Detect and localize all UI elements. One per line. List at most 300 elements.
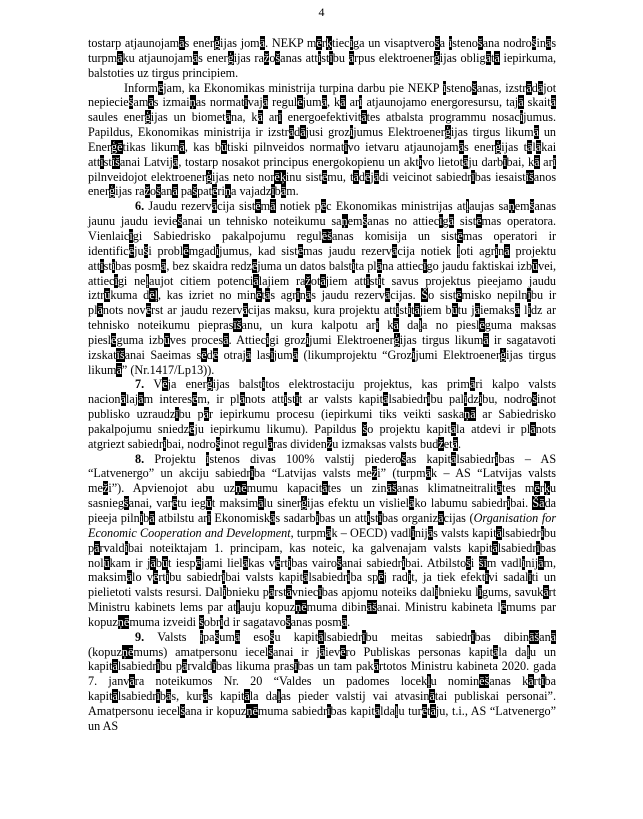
- diacritic-glyph-box: š: [180, 703, 186, 718]
- diacritic-glyph-box: ī: [347, 570, 351, 585]
- diacritic-glyph-box: ī: [175, 407, 179, 422]
- diacritic-glyph-box: ā: [496, 481, 503, 496]
- text-segment: 6.: [135, 199, 145, 214]
- diacritic-glyph-box: ī: [349, 36, 353, 50]
- diacritic-glyph-box: ī: [318, 585, 322, 600]
- diacritic-glyph-box: ī: [199, 629, 203, 644]
- diacritic-glyph-box: ī: [215, 243, 220, 258]
- diacritic-glyph-box: ā: [262, 95, 269, 110]
- diacritic-glyph-box: ā: [300, 125, 306, 140]
- diacritic-glyph-box: ī: [519, 110, 524, 125]
- diacritic-glyph-box: ā: [288, 125, 295, 140]
- diacritic-glyph-box: ī: [377, 273, 382, 288]
- diacritic-glyph-box: ē: [252, 703, 258, 718]
- diacritic-glyph-box: ī: [129, 228, 133, 243]
- diacritic-glyph-box: ā: [538, 555, 544, 570]
- diacritic-glyph-box: š: [362, 421, 368, 436]
- diacritic-glyph-box: ā: [550, 95, 557, 110]
- diacritic-glyph-box: š: [199, 614, 204, 629]
- diacritic-glyph-box: ā: [545, 36, 552, 50]
- diacritic-glyph-box: š: [401, 451, 407, 466]
- diacritic-glyph-box: ē: [301, 600, 307, 615]
- diacritic-glyph-box: ī: [349, 125, 354, 140]
- diacritic-glyph-box: ā: [192, 50, 199, 65]
- diacritic-glyph-box: š: [529, 169, 534, 184]
- diacritic-glyph-box: ē: [297, 243, 303, 258]
- diacritic-glyph-box: ū: [163, 332, 170, 347]
- diacritic-glyph-box: ē: [316, 36, 322, 50]
- text-segment: Valsts īpašumā esošu kapitālsabiedrību meitas sabiedrības dibināšanā (kopuzņēmums) amatpersonu iecelšanai ir jāievēro Publiskas personas kapitāla daļu un kapitālsabiedrību pārvaldības likuma prasības un tam pakārtotos Ministru kabineta 2020. gada 7. janvāra noteikumos Nr. 20 “Valdes un padomes locekļu nominēšanas kārtība kapitālsabiedrībās, kurās kapitāla daļas pieder valstij vai atvasinātai publiskai personai”. Amatpersonu iecelšana ir kopuzņēmuma sabiedrības kapitāldaļu turētāju, t.i., AS “Latvenergo” un AS: [88, 629, 557, 733]
- diacritic-glyph-box: ņ: [295, 600, 302, 615]
- diacritic-glyph-box: ā: [318, 629, 324, 644]
- diacritic-glyph-box: ā: [470, 407, 476, 422]
- diacritic-glyph-box: ē: [128, 243, 135, 258]
- diacritic-glyph-box: ļ: [526, 644, 530, 659]
- diacritic-glyph-box: ī: [407, 303, 411, 318]
- diacritic-glyph-box: ā: [303, 570, 309, 585]
- diacritic-glyph-box: ā: [270, 199, 276, 214]
- diacritic-glyph-box: ģ: [111, 139, 118, 154]
- paragraph: [88, 81, 556, 200]
- diacritic-glyph-box: ī: [139, 511, 144, 525]
- page-number: 4: [318, 5, 325, 19]
- diacritic-glyph-box: ē: [191, 392, 198, 407]
- diacritic-glyph-box: ģ: [144, 110, 151, 125]
- diacritic-glyph-box: ē: [378, 570, 384, 585]
- diacritic-glyph-box: ā: [234, 629, 241, 644]
- diacritic-glyph-box: ā: [469, 377, 476, 392]
- diacritic-glyph-box: ģ: [205, 169, 212, 184]
- diacritic-glyph-box: ā: [179, 36, 185, 50]
- diacritic-glyph-box: ī: [478, 392, 483, 407]
- diacritic-glyph-box: š: [269, 629, 275, 644]
- diacritic-glyph-box: ē: [321, 169, 328, 184]
- diacritic-glyph-box: ā: [353, 169, 359, 184]
- diacritic-glyph-box: Š: [421, 288, 429, 303]
- diacritic-glyph-box: ā: [425, 466, 431, 481]
- diacritic-glyph-box: ī: [483, 555, 487, 570]
- diacritic-glyph-box: ū: [532, 258, 539, 273]
- diacritic-glyph-box: š: [392, 481, 397, 496]
- diacritic-glyph-box: š: [119, 347, 125, 362]
- diacritic-glyph-box: ē: [321, 228, 328, 243]
- diacritic-glyph-box: š: [478, 555, 484, 570]
- diacritic-glyph-box: ā: [366, 600, 373, 615]
- diacritic-glyph-box: ā: [257, 110, 263, 125]
- diacritic-glyph-box: ā: [492, 540, 498, 555]
- diacritic-glyph-box: ī: [220, 614, 224, 629]
- diacritic-glyph-box: ā: [373, 659, 379, 674]
- diacritic-glyph-box: ī: [207, 511, 211, 525]
- diacritic-glyph-box: ā: [149, 511, 155, 525]
- diacritic-glyph-box: š: [477, 36, 483, 50]
- diacritic-glyph-box: ī: [427, 392, 431, 407]
- diacritic-glyph-box: ā: [427, 525, 434, 540]
- diacritic-glyph-box: ņ: [508, 199, 515, 214]
- diacritic-glyph-box: ž: [102, 481, 109, 496]
- diacritic-glyph-box: ī: [540, 525, 544, 540]
- diacritic-glyph-box: š: [372, 600, 377, 615]
- diacritic-glyph-box: ā: [537, 80, 544, 95]
- diacritic-glyph-box: š: [532, 392, 538, 407]
- diacritic-glyph-box: š: [362, 214, 368, 229]
- diacritic-glyph-box: ī: [506, 496, 511, 511]
- diacritic-glyph-box: ļ: [465, 199, 470, 214]
- diacritic-glyph-box: ē: [320, 199, 327, 214]
- diacritic-glyph-box: ā: [182, 659, 188, 674]
- diacritic-glyph-box: ģ: [213, 36, 221, 50]
- diacritic-glyph-box: ā: [386, 481, 393, 496]
- diacritic-glyph-box: ļ: [145, 273, 149, 288]
- diacritic-glyph-box: ā: [280, 184, 287, 199]
- diacritic-glyph-box: ē: [340, 644, 346, 659]
- diacritic-glyph-box: ī: [114, 273, 118, 288]
- diacritic-glyph-box: ū: [205, 496, 212, 511]
- diacritic-glyph-box: ņ: [224, 184, 231, 199]
- diacritic-glyph-box: ļ: [236, 600, 240, 615]
- diacritic-glyph-box: š: [115, 154, 120, 169]
- diacritic-glyph-box: ī: [317, 50, 322, 65]
- paragraph: [88, 36, 556, 81]
- diacritic-glyph-box: ā: [244, 689, 250, 704]
- diacritic-glyph-box: ā: [160, 258, 167, 273]
- text-segment: 9.: [135, 629, 145, 644]
- diacritic-glyph-box: š: [466, 555, 471, 570]
- diacritic-glyph-box: š: [123, 496, 129, 511]
- diacritic-glyph-box: ī: [485, 570, 489, 585]
- diacritic-glyph-box: ē: [183, 243, 189, 258]
- diacritic-glyph-box: ģ: [500, 347, 507, 362]
- diacritic-glyph-box: ī: [283, 392, 288, 407]
- diacritic-glyph-box: ā: [322, 481, 328, 496]
- diacritic-glyph-box: ģ: [444, 125, 451, 140]
- diacritic-glyph-box: ē: [364, 169, 371, 184]
- diacritic-glyph-box: ā: [429, 689, 435, 704]
- diacritic-glyph-box: ī: [212, 659, 216, 674]
- diacritic-glyph-box: ā: [202, 689, 209, 704]
- diacritic-glyph-box: ē: [534, 481, 540, 496]
- diacritic-glyph-box: ī: [278, 110, 282, 125]
- diacritic-glyph-box: ā: [112, 659, 118, 674]
- diacritic-glyph-box: ā: [286, 585, 292, 600]
- diacritic-glyph-box: ž: [438, 436, 444, 451]
- diacritic-glyph-box: ķ: [325, 36, 332, 50]
- diacritic-glyph-box: ī: [327, 703, 331, 718]
- diacritic-glyph-box: ā: [448, 214, 455, 229]
- diacritic-glyph-box: ā: [172, 154, 179, 169]
- diacritic-glyph-box: ģ: [393, 332, 400, 347]
- diacritic-glyph-box: ī: [536, 540, 540, 555]
- diacritic-glyph-box: ī: [294, 659, 298, 674]
- diacritic-glyph-box: ī: [471, 629, 475, 644]
- diacritic-glyph-box: ē: [256, 288, 262, 303]
- diacritic-glyph-box: š: [285, 614, 291, 629]
- diacritic-glyph-box: ā: [211, 199, 218, 214]
- diacritic-glyph-box: ā: [269, 511, 276, 525]
- diacritic-glyph-box: ī: [528, 570, 532, 585]
- diacritic-glyph-box: ā: [450, 451, 457, 466]
- diacritic-glyph-box: š: [484, 674, 490, 689]
- diacritic-glyph-box: ē: [201, 347, 207, 362]
- diacritic-glyph-box: ā: [138, 392, 144, 407]
- diacritic-glyph-box: ē: [500, 600, 507, 615]
- diacritic-glyph-box: ā: [259, 36, 266, 50]
- diacritic-glyph-box: ā: [496, 525, 502, 540]
- diacritic-glyph-box: ā: [150, 555, 156, 570]
- text-segment: Informējam, ka Ekonomikas ministrija turpina darbu pie NEKP īstenošanas, izstrādājot nepieciešamās izmaiņas normatīvajā regulējumā, kā arī atjaunojamo energoresursu, tajā skaitā saules enerģijas un biometāna, kā arī energoefektivitātes atbalsta programmu nosacījumus. Papildus, Ekonomikas ministrija ir izstrādājusi grozījumus Elektroenerģijas tirgus likumā un Enerģētikas likumā, kas būtiski pilnveidos normatīvo ietvaru atjaunojamās enerģijas tālākai attīstīšanai Latvijā, tostarp nosakot principus energokopienu un aktīvo lietotāju darbībai, kā arī pilnveidojot elektroenerģijas neto norēķinu sistēmu, tādējādi veicinot sabiedrības iesaistīšanos enerģijas ražošanā pašpatēriņa vajadzībām.: [88, 80, 557, 199]
- diacritic-glyph-box: ē: [479, 318, 485, 333]
- diacritic-glyph-box: ē: [456, 288, 462, 303]
- diacritic-glyph-box: ņ: [189, 95, 196, 110]
- diacritic-glyph-box: ņ: [246, 703, 253, 718]
- diacritic-glyph-box: ā: [535, 139, 542, 154]
- diacritic-glyph-box: ā: [94, 540, 100, 555]
- diacritic-glyph-box: ī: [541, 674, 545, 689]
- diacritic-glyph-box: ī: [366, 273, 370, 288]
- diacritic-glyph-box: ū: [451, 303, 458, 318]
- diacritic-glyph-box: ū: [103, 555, 110, 570]
- diacritic-glyph-box: ā: [376, 258, 383, 273]
- diacritic-glyph-box: ā: [129, 674, 135, 689]
- diacritic-glyph-box: ā: [494, 50, 500, 65]
- diacritic-glyph-box: ā: [528, 674, 534, 689]
- diacritic-glyph-box: ā: [393, 318, 399, 333]
- diacritic-glyph-box: ī: [494, 451, 499, 466]
- diacritic-glyph-box: ī: [423, 258, 427, 273]
- diacritic-glyph-box: ā: [245, 347, 252, 362]
- diacritic-glyph-box: š: [268, 644, 273, 659]
- diacritic-glyph-box: ī: [222, 585, 227, 600]
- diacritic-glyph-box: ā: [438, 511, 444, 525]
- diacritic-glyph-box: ā: [462, 154, 469, 169]
- diacritic-glyph-box: š: [327, 228, 332, 243]
- diacritic-glyph-box: ē: [241, 481, 247, 496]
- diacritic-glyph-box: ī: [525, 169, 529, 184]
- diacritic-glyph-box: ž: [371, 466, 378, 481]
- diacritic-glyph-box: ī: [471, 169, 475, 184]
- diacritic-glyph-box: ū: [104, 288, 111, 303]
- diacritic-glyph-box: ā: [391, 243, 398, 258]
- diacritic-glyph-box: ņ: [235, 481, 242, 496]
- text-segment: Projektu īstenos divas 100% valstij piederošas kapitālsabiedrības – AS “Latvenergo” un akciju sabiedrība “Latvijas valsts meži” (turpmāk – AS “Latvijas valsts meži”). Apvienojot abu uzņēmumu kapacitātes un zināšanas klimatneitralitātes mērķu sasniegšanai, varētu iegūt maksimālu sinerģijas efektu un vislielāko labumu sabiedrībai. Šāda pieeja pilnībā atbilstu arī Ekonomiskās sadarbības un attīstības organizācijas (: [88, 451, 557, 525]
- diacritic-glyph-box: ī: [418, 154, 423, 169]
- diacritic-glyph-box: ē: [479, 674, 485, 689]
- diacritic-glyph-box: š: [215, 436, 221, 451]
- text-segment: , turpmāk – OECD) vadlīnijās valsts kapitālsabiedrību pārvaldībai noteiktajam 1. principam, kas noteic, ka galvenajam valsts kapitālsabiedrības nolūkam ir jābūt iespējami lielākas vērtības vairošanai sabiedrībai. Atbilstoši šīm vadlīnijām, maksimālo vērtību sabiedrībai valsts kapitālsabiedrība spēj radīt, ja tiek efektīvi sadalīti un pielietoti valsts resursi. Dalībnieku pārstāvniecības apjomu noteiks dalībnieku līgums, savukārt Ministru kabinets lems par atļauju kopuzņēmuma dibināšanai. Ministru kabineta lēmums par kopuzņēmuma izveidi šobrīd ir sagatavošanas posmā.: [88, 525, 557, 629]
- diacritic-glyph-box: ē: [274, 169, 280, 184]
- diacritic-glyph-box: ā: [374, 703, 381, 718]
- text-segment: Jaudu rezervācija sistēmā notiek pēc Ekonomikas ministrijas atļaujas saņemšanas jaunu jaudu ieviešanai un tehnisko noteikumu saņemšanas no attiecīgā sistēmas operatora. Vienlaicīgi Sabiedrisko pakalpojumu regulēšanas komisija un sistēmas operatori ir identificējuši problēmgadījumus, kad sistēmas jaudu rezervācija notiek ļoti agrīnā projektu attīstības posmā, bez skaidra redzējuma un datos balstīta plāna attiecīgo jaudu faktiskai izbūvei, attiecīgi neļaujot citiem potenciālajiem ražotājiem attīstīt savus projektus pieejamo jaudu iztrūkuma dēļ, kas izriet no minētās agrīnās jaudu rezervācijas. Šo sistēmisko nepilnību ir plānots novērst ar jaudu rezervācijas maksu, kura projektu attīstītājiem būtu jāiemaksā līdz ar tehnisko noteikumu pieprasīšanu, un kura kalpotu arī kā daļa no pieslēguma maksas pieslēguma izbūves procesā. Attiecīgi grozījumi Elektroenerģijas tirgus likumā ir sagatavoti izskatīšanai Saeimas sēdē otrajā lasījumā (likumprojektu “Grozījumi Elektroenerģijas tirgus likumā” (Nr.1417/Lp13)).: [88, 199, 557, 377]
- paragraph: [88, 452, 556, 630]
- diacritic-glyph-box: ā: [242, 555, 249, 570]
- diacritic-glyph-box: ā: [320, 273, 326, 288]
- diacritic-glyph-box: ī: [270, 347, 274, 362]
- diacritic-glyph-box: ī: [344, 139, 348, 154]
- diacritic-glyph-box: ī: [100, 154, 104, 169]
- diacritic-glyph-box: ā: [543, 585, 549, 600]
- diacritic-glyph-box: ā: [526, 80, 532, 95]
- diacritic-glyph-box: ī: [261, 377, 266, 392]
- diacritic-glyph-box: ē: [251, 258, 258, 273]
- diacritic-glyph-box: ū: [161, 555, 169, 570]
- diacritic-glyph-box: š: [531, 36, 537, 50]
- diacritic-glyph-box: š: [275, 50, 281, 65]
- diacritic-glyph-box: ē: [195, 555, 201, 570]
- diacritic-glyph-box: ī: [362, 629, 366, 644]
- diacritic-glyph-box: ē: [157, 80, 164, 95]
- diacritic-glyph-box: ī: [435, 585, 439, 600]
- diacritic-glyph-box: š: [236, 318, 242, 333]
- diacritic-glyph-box: ā: [373, 169, 380, 184]
- document-body: [88, 36, 556, 734]
- diacritic-glyph-box: ī: [521, 555, 526, 570]
- diacritic-glyph-box: ī: [305, 332, 310, 347]
- diacritic-glyph-box: ā: [239, 392, 246, 407]
- diacritic-glyph-box: ā: [268, 585, 275, 600]
- diacritic-glyph-box: ī: [287, 555, 292, 570]
- diacritic-glyph-box: ī: [205, 451, 210, 466]
- diacritic-glyph-box: ā: [321, 95, 327, 110]
- diacritic-glyph-box: ā: [528, 629, 535, 644]
- diacritic-glyph-box: ķ: [279, 169, 286, 184]
- diacritic-glyph-box: ā: [179, 139, 185, 154]
- diacritic-glyph-box: ē: [457, 228, 463, 243]
- diacritic-glyph-box: ē: [123, 614, 130, 629]
- diacritic-glyph-box: ī: [396, 303, 400, 318]
- diacritic-glyph-box: ī: [552, 154, 557, 169]
- diacritic-glyph-box: ī: [366, 511, 371, 525]
- diacritic-glyph-box: ā: [117, 50, 123, 65]
- diacritic-glyph-box: ē: [149, 288, 155, 303]
- diacritic-glyph-box: ā: [165, 689, 172, 704]
- diacritic-glyph-box: ģ: [206, 377, 213, 392]
- diacritic-glyph-box: ī: [296, 288, 300, 303]
- diacritic-glyph-box: ī: [375, 318, 379, 333]
- diacritic-glyph-box: š: [192, 184, 198, 199]
- diacritic-glyph-box: ī: [494, 243, 499, 258]
- diacritic-glyph-box: ī: [244, 95, 248, 110]
- diacritic-glyph-box: ā: [264, 288, 271, 303]
- diacritic-glyph-box: š: [156, 184, 161, 199]
- diacritic-glyph-box: ī: [378, 511, 382, 525]
- diacritic-glyph-box: ā: [305, 288, 312, 303]
- diacritic-glyph-box: ā: [116, 362, 122, 377]
- diacritic-glyph-box: ī: [111, 258, 116, 273]
- text-segment: 8.: [135, 451, 145, 466]
- diacritic-glyph-box: ī: [463, 392, 468, 407]
- diacritic-glyph-box: ī: [351, 258, 356, 273]
- diacritic-glyph-box: ļ: [427, 674, 431, 689]
- diacritic-glyph-box: ā: [533, 125, 539, 140]
- diacritic-glyph-box: ļ: [457, 243, 461, 258]
- diacritic-glyph-box: ģ: [300, 496, 308, 511]
- diacritic-glyph-box: š: [529, 199, 535, 214]
- diacritic-glyph-box: ā: [430, 703, 436, 718]
- diacritic-glyph-box: ģ: [433, 50, 440, 65]
- diacritic-glyph-box: ī: [266, 332, 270, 347]
- diacritic-glyph-box: ū: [221, 139, 228, 154]
- diacritic-glyph-box: ī: [162, 436, 167, 451]
- diacritic-glyph-box: ī: [271, 184, 275, 199]
- diacritic-glyph-box: ģ: [109, 184, 116, 199]
- diacritic-glyph-box: ā: [409, 496, 415, 511]
- diacritic-glyph-box: ž: [326, 436, 333, 451]
- diacritic-glyph-box: ā: [539, 496, 545, 511]
- diacritic-glyph-box: ē: [274, 555, 281, 570]
- diacritic-glyph-box: ž: [144, 184, 150, 199]
- diacritic-glyph-box: ģ: [227, 50, 234, 65]
- diacritic-glyph-box: ē: [145, 303, 152, 318]
- text-segment: Vēja enerģijas balstītos elektrostaciju projektus, kas primāri kalpo valsts nacionālajām interesēm, ir plānots attīstīt ar valsts kapitālsabiedrību palīdzību, nodrošinot publisko uzraudzību pār iepirkumu procesu (iepirkumi tiks veikti saskaņā ar Sabiedrisko pakalpojumu sniedzēju iepirkumu likumu). Papildus šo projektu kapitāla atdevi ir plānots atgriezt sabiedrībai, nodrošinot regulāras dividenžu izmaksas valsts budžetā.: [88, 377, 557, 451]
- diacritic-glyph-box: ī: [503, 154, 507, 169]
- diacritic-glyph-box: ģ: [495, 139, 502, 154]
- diacritic-glyph-box: ā: [450, 421, 457, 436]
- diacritic-glyph-box: ī: [411, 525, 415, 540]
- diacritic-glyph-box: ē: [117, 139, 123, 154]
- paragraph: [88, 630, 556, 734]
- diacritic-glyph-box: ā: [172, 184, 178, 199]
- diacritic-glyph-box: ā: [526, 139, 533, 154]
- diacritic-glyph-box: ī: [407, 570, 412, 585]
- diacritic-glyph-box: ņ: [117, 614, 124, 629]
- diacritic-glyph-box: ā: [483, 332, 489, 347]
- diacritic-glyph-box: ā: [458, 139, 465, 154]
- diacritic-glyph-box: Š: [532, 496, 540, 511]
- diacritic-glyph-box: ā: [258, 496, 264, 511]
- diacritic-glyph-box: ļ: [395, 703, 399, 718]
- diacritic-glyph-box: ā: [148, 95, 154, 110]
- diacritic-glyph-box: ā: [492, 644, 499, 659]
- diacritic-glyph-box: ā: [518, 95, 524, 110]
- paragraph: [88, 377, 556, 451]
- diacritic-glyph-box: ī: [527, 288, 531, 303]
- diacritic-glyph-box: ē: [152, 570, 159, 585]
- diacritic-glyph-box: ā: [319, 644, 326, 659]
- diacritic-glyph-box: ķ: [543, 481, 550, 496]
- diacritic-glyph-box: ā: [120, 392, 126, 407]
- diacritic-glyph-box: ī: [156, 659, 160, 674]
- diacritic-glyph-box: ī: [442, 80, 447, 95]
- diacritic-glyph-box: ņ: [121, 644, 128, 659]
- diacritic-glyph-box: ī: [111, 154, 116, 169]
- diacritic-glyph-box: ī: [250, 466, 254, 481]
- diacritic-glyph-box: ā: [292, 347, 299, 362]
- diacritic-glyph-box: ī: [233, 318, 237, 333]
- diacritic-glyph-box: ī: [359, 95, 363, 110]
- diacritic-glyph-box: š: [534, 629, 540, 644]
- diacritic-glyph-box: ļ: [418, 318, 422, 333]
- diacritic-glyph-box: ļ: [277, 689, 281, 704]
- diacritic-glyph-box: ā: [514, 303, 521, 318]
- diacritic-glyph-box: ī: [478, 585, 482, 600]
- diacritic-glyph-box: ā: [384, 288, 391, 303]
- diacritic-glyph-box: ā: [361, 110, 367, 125]
- diacritic-glyph-box: ī: [221, 570, 226, 585]
- diacritic-glyph-box: ņ: [341, 214, 348, 229]
- diacritic-glyph-box: ī: [156, 689, 160, 704]
- diacritic-glyph-box: ā: [267, 436, 273, 451]
- diacritic-glyph-box: š: [128, 95, 134, 110]
- diacritic-glyph-box: š: [143, 243, 149, 258]
- diacritic-glyph-box: ī: [315, 511, 319, 525]
- diacritic-glyph-box: ņ: [464, 407, 471, 422]
- diacritic-glyph-box: ā: [452, 436, 458, 451]
- diacritic-glyph-box: ž: [263, 50, 270, 65]
- diacritic-glyph-box: ē: [171, 496, 178, 511]
- diacritic-glyph-box: ē: [255, 199, 261, 214]
- diacritic-glyph-box: ā: [474, 303, 481, 318]
- diacritic-glyph-box: š: [434, 36, 440, 50]
